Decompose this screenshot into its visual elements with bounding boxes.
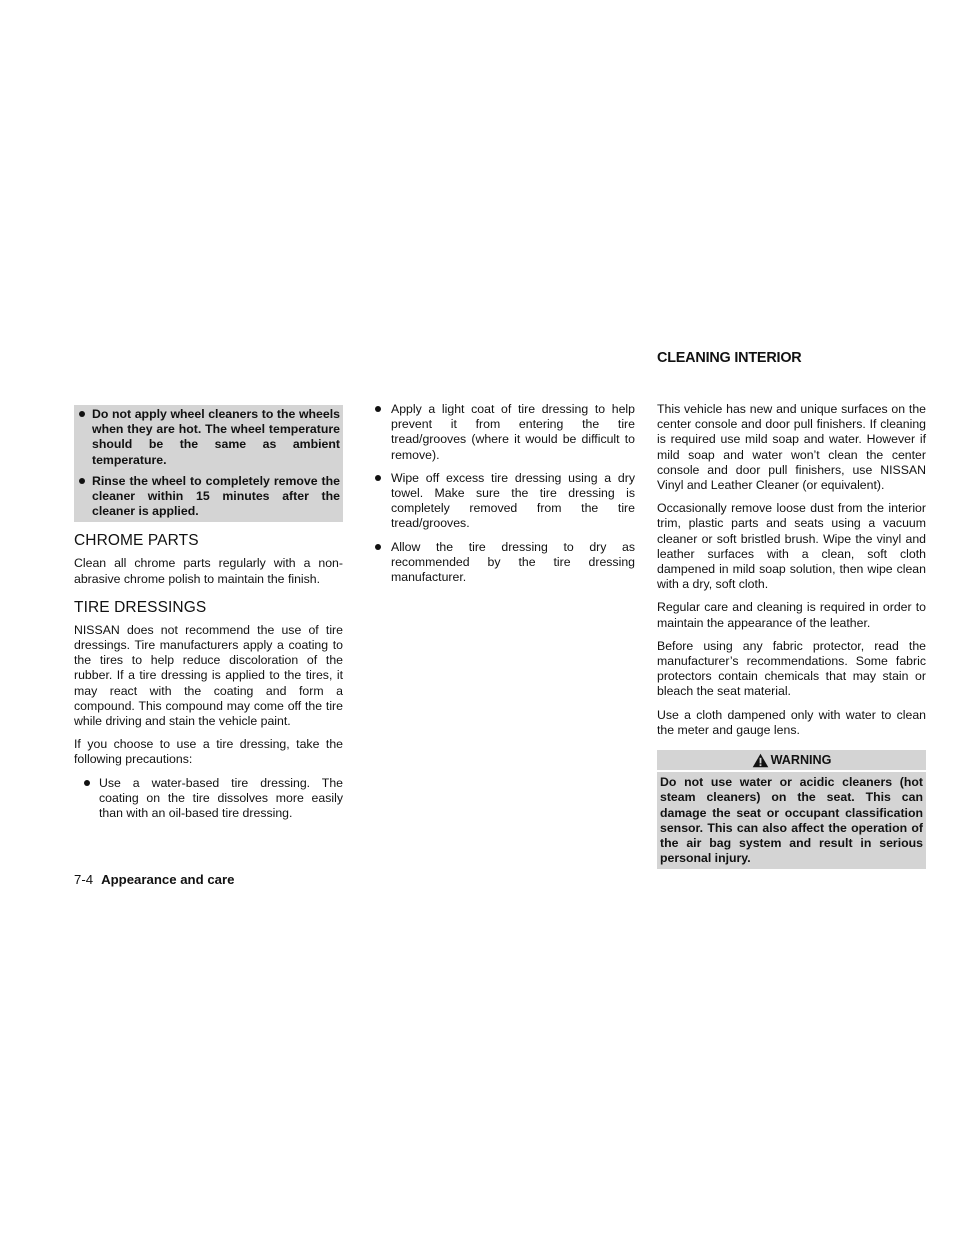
wheel-caution-box [74, 405, 343, 522]
bullet-icon [84, 780, 90, 786]
warning-text: Do not use water or acidic cleaners (hot steam cleaners) on the seat. This can damage the seat or occupant classification sensor. This can also affect the operation of the air bag system and result in serious personal injury. [660, 775, 923, 866]
chrome-parts-text: Clean all chrome parts regularly with a non-abrasive chrome polish to maintain the finish. [74, 556, 343, 586]
left-column [74, 405, 343, 829]
page-footer [74, 872, 234, 887]
bullet-icon [375, 544, 381, 550]
tire-dressings-text: NISSAN does not recommend the use of tire dressings. Tire manufacturers apply a coating to the tires to help reduce discoloration of the rubber. If a tire dressing is applied to the tires, it may react with the coating and form a compound. This compound may come off the tire while driving and stain the vehicle paint. [74, 622, 343, 729]
tire-dressing-steps [373, 402, 635, 585]
list-item: Use a water-based tire dressing. The coating on the tire dissolves more easily than with an oil-based tire dressing. [74, 776, 343, 822]
interior-paragraph: Regular care and cleaning is required in order to maintain the appearance of the leather. [657, 600, 926, 630]
interior-paragraph: Before using any fabric protector, read the manufacturer’s recommendations. Some fabric protectors contain chemicals that may stain or bleach the seat material. [657, 638, 926, 699]
tire-precautions-intro: If you choose to use a tire dressing, take the following precautions: [74, 737, 343, 767]
wheel-caution-list [77, 407, 340, 519]
list-item: Allow the tire dressing to dry as recommended by the tire dressing manufacturer. [373, 540, 635, 586]
interior-paragraph: This vehicle has new and unique surfaces on the center console and door pull finishers. If cleaning is required use mild soap and water. However if mild soap and water won’t clean the center console and door pull finishers, use NISSAN Vinyl and Leather Cleaner (or equivalent). [657, 402, 926, 493]
list-item: Apply a light coat of tire dressing to help prevent it from entering the tire tread/grooves (where it would be difficult to remove). [373, 402, 635, 463]
tire-precautions-list [74, 776, 343, 822]
interior-paragraph: Occasionally remove loose dust from the interior trim, plastic parts and seats using a vacuum cleaner or soft bristled brush. Wipe the vinyl and leather surfaces with a clean, soft cloth dampened in mild soap solution, then wipe clean with a dry, soft cloth. [657, 501, 926, 592]
section-title: CLEANING INTERIOR [657, 350, 802, 366]
warning-triangle-icon [752, 753, 769, 768]
warning-header [657, 750, 926, 772]
bullet-icon [79, 411, 85, 417]
seat-warning-box [657, 750, 926, 869]
interior-paragraph: Use a cloth dampened only with water to clean the meter and gauge lens. [657, 707, 926, 737]
bullet-icon [375, 406, 381, 412]
right-column [657, 402, 926, 869]
page-number: 7-4 [74, 872, 94, 887]
tire-dressings-heading: TIRE DRESSINGS [74, 598, 207, 616]
list-item: Wipe off excess tire dressing using a dry towel. Make sure the tire dressing is completely removed from the tire tread/grooves. [373, 471, 635, 532]
list-item: Rinse the wheel to completely remove the cleaner within 15 minutes after the cleaner is applied. [77, 474, 340, 520]
middle-column [373, 402, 635, 593]
warning-title: WARNING [770, 753, 832, 768]
bullet-icon [375, 475, 381, 481]
list-item: Do not apply wheel cleaners to the wheels when they are hot. The wheel temperature should be the same as ambient temperature. [77, 407, 340, 468]
footer-section-title: Appearance and care [101, 872, 235, 887]
bullet-icon [79, 478, 85, 484]
chrome-parts-heading: CHROME PARTS [74, 532, 199, 550]
